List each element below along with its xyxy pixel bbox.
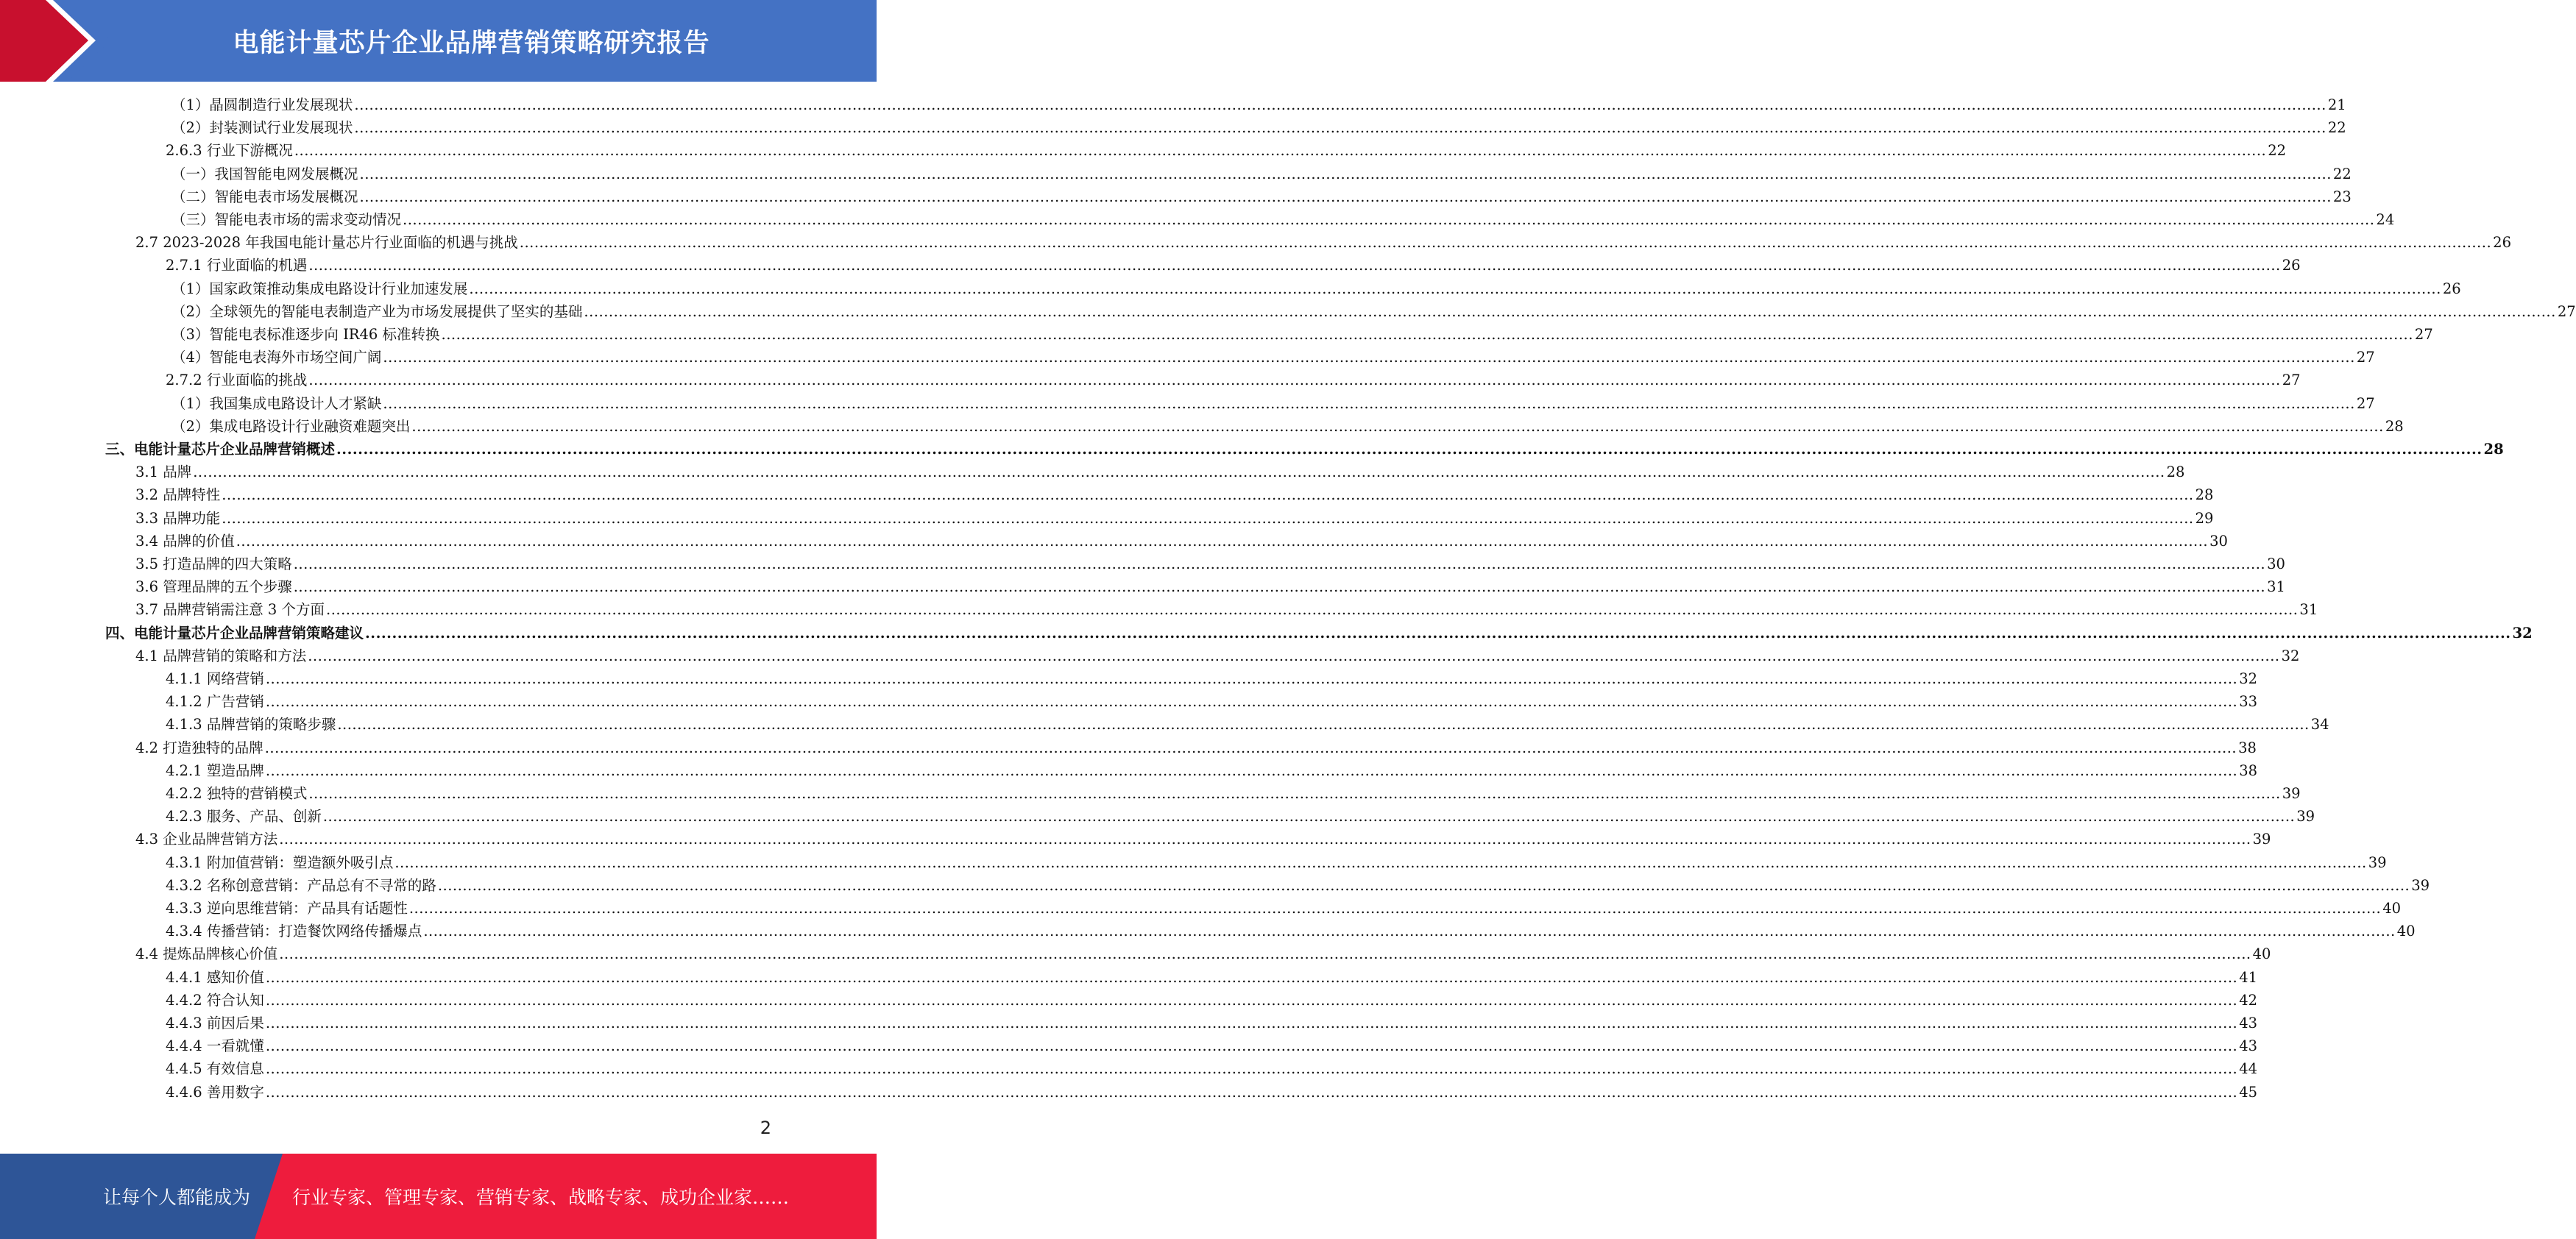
toc-entry-label: （2）封装测试行业发展现状	[171, 119, 353, 137]
toc-dot-leader: ................................................................................................................................................................................................................................................................................................................................................................................................................	[265, 1037, 2238, 1055]
toc-dot-leader: ................................................................................................................................................................................................................................................................................................................................................................................................................	[383, 349, 2355, 366]
toc-dot-leader: ................................................................................................................................................................................................................................................................................................................................................................................................................	[336, 441, 2483, 458]
toc-entry[interactable]	[166, 667, 2258, 690]
toc-entry-label: 4.4.4 一看就懂	[166, 1037, 264, 1055]
toc-dot-leader: ................................................................................................................................................................................................................................................................................................................................................................................................................	[326, 601, 2299, 619]
toc-entry[interactable]	[171, 323, 2433, 346]
toc-entry-label: （2）集成电路设计行业融资难题突出	[171, 417, 411, 435]
toc-entry-page: 45	[2239, 1083, 2258, 1101]
toc-entry[interactable]	[166, 874, 2430, 897]
toc-entry-page: 29	[2195, 509, 2214, 527]
toc-entry-page: 44	[2239, 1060, 2258, 1078]
toc-entry[interactable]	[166, 1034, 2258, 1057]
toc-entry[interactable]	[135, 645, 2300, 667]
toc-dot-leader: ................................................................................................................................................................................................................................................................................................................................................................................................................	[469, 280, 2441, 297]
toc-entry[interactable]	[166, 897, 2402, 920]
toc-dot-leader: ................................................................................................................................................................................................................................................................................................................................................................................................................	[265, 670, 2238, 687]
toc-entry-page: 38	[2239, 761, 2258, 779]
toc-entry-label: 4.4.3 前因后果	[166, 1015, 264, 1032]
footer-slogan-right: 行业专家、管理专家、营销专家、战略专家、成功企业家……	[292, 1187, 790, 1208]
toc-dot-leader: ................................................................................................................................................................................................................................................................................................................................................................................................................	[359, 165, 2332, 182]
toc-entry-label: （3）智能电表标准逐步向 IR46 标准转换	[171, 326, 440, 343]
page-number: 2	[760, 1118, 771, 1138]
toc-entry-label: 2.7.2 行业面临的挑战	[166, 372, 308, 389]
toc-entry[interactable]	[135, 736, 2257, 759]
toc-entry[interactable]	[135, 598, 2318, 621]
toc-entry[interactable]	[135, 530, 2228, 553]
toc-entry-label: 3.4 品牌的价值	[135, 532, 235, 550]
toc-entry-label: 4.1.2 广告营销	[166, 693, 264, 711]
toc-entry-page: 22	[2332, 165, 2352, 182]
toc-entry-label: （1）晶圆制造行业发展现状	[171, 96, 353, 113]
toc-entry-label: （二）智能电表市场发展概况	[171, 188, 358, 205]
toc-entry-label: 三、电能计量芯片企业品牌营销概述	[105, 441, 336, 458]
toc-entry-page: 28	[2166, 464, 2185, 481]
toc-entry-page: 42	[2239, 991, 2258, 1009]
toc-entry[interactable]	[166, 966, 2258, 989]
toc-entry-page: 39	[2368, 853, 2387, 871]
toc-entry-label: 4.4.2 符合认知	[166, 991, 264, 1009]
toc-entry-label: （2）全球领先的智能电表制造产业为市场发展提供了坚实的基础	[171, 302, 583, 320]
toc-dot-leader: ................................................................................................................................................................................................................................................................................................................................................................................................................	[265, 1015, 2238, 1032]
toc-entry-label: 4.3.3 逆向思维营销：产品具有话题性	[166, 900, 408, 917]
toc-dot-leader: ................................................................................................................................................................................................................................................................................................................................................................................................................	[519, 234, 2492, 252]
toc-entry-label: 4.3.2 名称创意营销：产品总有不寻常的路	[166, 876, 436, 894]
toc-entry[interactable]	[135, 507, 2214, 530]
toc-entry-page: 43	[2239, 1015, 2258, 1032]
toc-entry-label: 4.4.1 感知价值	[166, 968, 264, 986]
toc-entry-label: 4.4 提炼品牌核心价值	[135, 945, 278, 963]
toc-entry-page: 32	[2239, 670, 2258, 687]
toc-entry-page: 39	[2282, 785, 2301, 802]
page-footer	[0, 1154, 877, 1239]
toc-dot-leader: ................................................................................................................................................................................................................................................................................................................................................................................................................	[337, 716, 2310, 734]
toc-entry-label: （一）我国智能电网发展概况	[171, 165, 358, 182]
toc-dot-leader: ................................................................................................................................................................................................................................................................................................................................................................................................................	[408, 900, 2382, 917]
toc-entry-label: 3.5 打造品牌的四大策略	[135, 555, 292, 572]
toc-entry-page: 28	[2385, 417, 2404, 435]
toc-entry-page: 26	[2442, 280, 2461, 297]
toc-entry-page: 21	[2327, 96, 2346, 113]
toc-entry-label: 4.4.5 有效信息	[166, 1060, 264, 1078]
toc-entry[interactable]	[171, 415, 2404, 438]
toc-dot-leader: ................................................................................................................................................................................................................................................................................................................................................................................................................	[383, 394, 2355, 412]
toc-entry[interactable]	[171, 163, 2352, 185]
toc-entry-page: 39	[2411, 876, 2430, 894]
toc-entry-label: 3.2 品牌特性	[135, 486, 221, 504]
toc-dot-leader: ................................................................................................................................................................................................................................................................................................................................................................................................................	[222, 509, 2194, 527]
toc-entry-label: 4.2.3 服务、产品、创新	[166, 808, 322, 826]
toc-entry[interactable]	[171, 277, 2461, 300]
toc-entry-label: 4.3 企业品牌营销方法	[135, 831, 278, 848]
toc-entry-page: 40	[2396, 923, 2416, 940]
toc-entry-label: 3.3 品牌功能	[135, 509, 221, 527]
toc-entry-page: 28	[2195, 486, 2214, 504]
toc-entry-page: 31	[2299, 601, 2318, 619]
toc-dot-leader: ................................................................................................................................................................................................................................................................................................................................................................................................................	[265, 693, 2238, 711]
toc-entry[interactable]	[135, 461, 2185, 483]
toc-entry-page: 33	[2239, 693, 2258, 711]
toc-entry[interactable]	[105, 622, 2533, 645]
toc-entry-page: 30	[2209, 532, 2228, 550]
toc-dot-leader: ................................................................................................................................................................................................................................................................................................................................................................................................................	[308, 372, 2281, 389]
toc-dot-leader: ................................................................................................................................................................................................................................................................................................................................................................................................................	[222, 486, 2194, 504]
toc-entry-page: 43	[2239, 1037, 2258, 1055]
document-title: 电能计量芯片企业品牌营销策略研究报告	[233, 28, 710, 58]
toc-dot-leader: ................................................................................................................................................................................................................................................................................................................................................................................................................	[265, 761, 2238, 779]
toc-entry-page: 32	[2281, 647, 2300, 664]
toc-dot-leader: ................................................................................................................................................................................................................................................................................................................................................................................................................	[308, 647, 2280, 664]
toc-dot-leader: ................................................................................................................................................................................................................................................................................................................................................................................................................	[423, 923, 2396, 940]
toc-entry-label: 3.7 品牌营销需注意 3 个方面	[135, 601, 325, 619]
toc-entry[interactable]	[171, 185, 2352, 208]
toc-entry[interactable]	[171, 93, 2346, 116]
toc-entry[interactable]	[171, 346, 2375, 369]
toc-entry-label: 2.7.1 行业面临的机遇	[166, 257, 308, 274]
toc-entry-page: 41	[2239, 968, 2258, 986]
toc-entry[interactable]	[166, 713, 2329, 736]
toc-entry[interactable]	[166, 139, 2287, 162]
toc-entry-label: 4.4.6 善用数字	[166, 1083, 264, 1101]
toc-entry[interactable]	[171, 392, 2375, 415]
toc-entry-page: 27	[2356, 394, 2375, 412]
toc-entry-label: 4.2.1 塑造品牌	[166, 761, 264, 779]
toc-entry[interactable]	[135, 828, 2271, 851]
toc-entry[interactable]	[135, 942, 2271, 965]
toc-dot-leader: ................................................................................................................................................................................................................................................................................................................................................................................................................	[308, 785, 2281, 802]
toc-entry-page: 39	[2296, 808, 2315, 826]
toc-entry-page: 27	[2557, 302, 2576, 320]
toc-dot-leader: ................................................................................................................................................................................................................................................................................................................................................................................................................	[279, 945, 2251, 963]
toc-dot-leader: ................................................................................................................................................................................................................................................................................................................................................................................................................	[294, 142, 2267, 160]
toc-entry-page: 23	[2332, 188, 2352, 205]
toc-dot-leader: ................................................................................................................................................................................................................................................................................................................................................................................................................	[265, 968, 2238, 986]
toc-dot-leader: ................................................................................................................................................................................................................................................................................................................................................................................................................	[584, 302, 2556, 320]
toc-entry[interactable]	[166, 805, 2315, 828]
toc-entry-page: 38	[2238, 739, 2257, 756]
toc-dot-leader: ................................................................................................................................................................................................................................................................................................................................................................................................................	[236, 532, 2209, 550]
toc-entry[interactable]	[166, 920, 2416, 942]
toc-entry-page: 22	[2327, 119, 2346, 137]
toc-dot-leader: ................................................................................................................................................................................................................................................................................................................................................................................................................	[322, 808, 2296, 826]
toc-dot-leader: ................................................................................................................................................................................................................................................................................................................................................................................................................	[293, 555, 2266, 572]
toc-entry[interactable]	[171, 300, 2576, 323]
toc-dot-leader: ................................................................................................................................................................................................................................................................................................................................................................................................................	[354, 96, 2326, 113]
toc-entry-page: 28	[2483, 441, 2504, 458]
toc-entry-page: 39	[2252, 831, 2271, 848]
toc-entry-page: 27	[2414, 326, 2433, 343]
header-arrow-graphic	[0, 0, 110, 82]
toc-entry[interactable]	[171, 116, 2346, 139]
toc-entry-label: 4.2.2 独特的营销模式	[166, 785, 308, 802]
toc-dot-leader: ................................................................................................................................................................................................................................................................................................................................................................................................................	[365, 624, 2511, 642]
toc-entry-page: 31	[2267, 578, 2285, 596]
toc-entry-page: 26	[2282, 257, 2301, 274]
toc-entry-label: 4.2 打造独特的品牌	[135, 739, 263, 756]
toc-entry-label: 3.1 品牌	[135, 464, 192, 481]
toc-entry-label: （4）智能电表海外市场空间广阔	[171, 349, 382, 366]
toc-entry-label: （1）国家政策推动集成电路设计行业加速发展	[171, 280, 468, 297]
toc-dot-leader: ................................................................................................................................................................................................................................................................................................................................................................................................................	[279, 831, 2251, 848]
toc-entry[interactable]	[166, 851, 2387, 874]
toc-entry-label: （三）智能电表市场的需求变动情况	[171, 211, 402, 228]
toc-entry[interactable]	[105, 438, 2504, 461]
toc-entry-label: 4.1.3 品牌营销的策略步骤	[166, 716, 336, 734]
page-header	[0, 0, 877, 82]
toc-entry[interactable]	[166, 690, 2258, 713]
toc-entry[interactable]	[166, 1012, 2258, 1034]
toc-entry-label: 2.6.3 行业下游概况	[166, 142, 293, 160]
toc-dot-leader: ................................................................................................................................................................................................................................................................................................................................................................................................................	[308, 257, 2281, 274]
toc-entry-page: 32	[2512, 624, 2533, 642]
toc-entry[interactable]	[166, 369, 2301, 391]
toc-entry-label: 3.6 管理品牌的五个步骤	[135, 578, 292, 596]
toc-entry[interactable]	[135, 231, 2511, 254]
toc-entry-label: 2.7 2023-2028 年我国电能计量芯片行业面临的机遇与挑战	[135, 234, 518, 252]
toc-entry-page: 22	[2268, 142, 2287, 160]
toc-entry[interactable]	[166, 989, 2258, 1012]
toc-entry[interactable]	[166, 782, 2301, 805]
toc-entry[interactable]	[135, 575, 2285, 598]
toc-dot-leader: ................................................................................................................................................................................................................................................................................................................................................................................................................	[265, 1083, 2238, 1101]
toc-dot-leader: ................................................................................................................................................................................................................................................................................................................................................................................................................	[193, 464, 2165, 481]
toc-entry-page: 34	[2310, 716, 2329, 734]
toc-dot-leader: ................................................................................................................................................................................................................................................................................................................................................................................................................	[394, 853, 2367, 871]
toc-entry[interactable]	[135, 553, 2285, 575]
toc-entry[interactable]	[166, 254, 2301, 277]
toc-entry-label: 四、电能计量芯片企业品牌营销策略建议	[105, 624, 364, 642]
toc-entry-page: 30	[2267, 555, 2285, 572]
toc-dot-leader: ................................................................................................................................................................................................................................................................................................................................................................................................................	[411, 417, 2384, 435]
toc-entry[interactable]	[166, 1081, 2258, 1104]
toc-entry-label: 4.3.4 传播营销：打造餐饮网络传播爆点	[166, 923, 422, 940]
toc-entry-label: 4.1.1 网络营销	[166, 670, 264, 687]
toc-entry-page: 27	[2356, 349, 2375, 366]
toc-entry[interactable]	[166, 1057, 2258, 1080]
toc-entry-page: 24	[2376, 211, 2395, 228]
toc-entry[interactable]	[166, 759, 2258, 782]
toc-entry[interactable]	[135, 483, 2214, 506]
toc-dot-leader: ................................................................................................................................................................................................................................................................................................................................................................................................................	[354, 119, 2326, 137]
toc-entry-label: （1）我国集成电路设计人才紧缺	[171, 394, 382, 412]
toc-dot-leader: ................................................................................................................................................................................................................................................................................................................................................................................................................	[293, 578, 2266, 596]
toc-dot-leader: ................................................................................................................................................................................................................................................................................................................................................................................................................	[441, 326, 2413, 343]
toc-dot-leader: ................................................................................................................................................................................................................................................................................................................................................................................................................	[403, 211, 2375, 228]
toc-entry-page: 40	[2252, 945, 2271, 963]
toc-dot-leader: ................................................................................................................................................................................................................................................................................................................................................................................................................	[437, 876, 2410, 894]
toc-entry-page: 27	[2282, 372, 2301, 389]
toc-dot-leader: ................................................................................................................................................................................................................................................................................................................................................................................................................	[264, 739, 2237, 756]
footer-slogan-left: 让每个人都能成为	[103, 1187, 251, 1208]
toc-dot-leader: ................................................................................................................................................................................................................................................................................................................................................................................................................	[265, 1060, 2238, 1078]
toc-dot-leader: ................................................................................................................................................................................................................................................................................................................................................................................................................	[265, 991, 2238, 1009]
toc-entry[interactable]	[171, 208, 2395, 231]
toc-dot-leader: ................................................................................................................................................................................................................................................................................................................................................................................................................	[359, 188, 2332, 205]
toc-entry-page: 40	[2382, 900, 2402, 917]
toc-entry-label: 4.3.1 附加值营销：塑造额外吸引点	[166, 853, 394, 871]
toc-entry-label: 4.1 品牌营销的策略和方法	[135, 647, 307, 664]
toc-entry-page: 26	[2493, 234, 2511, 252]
